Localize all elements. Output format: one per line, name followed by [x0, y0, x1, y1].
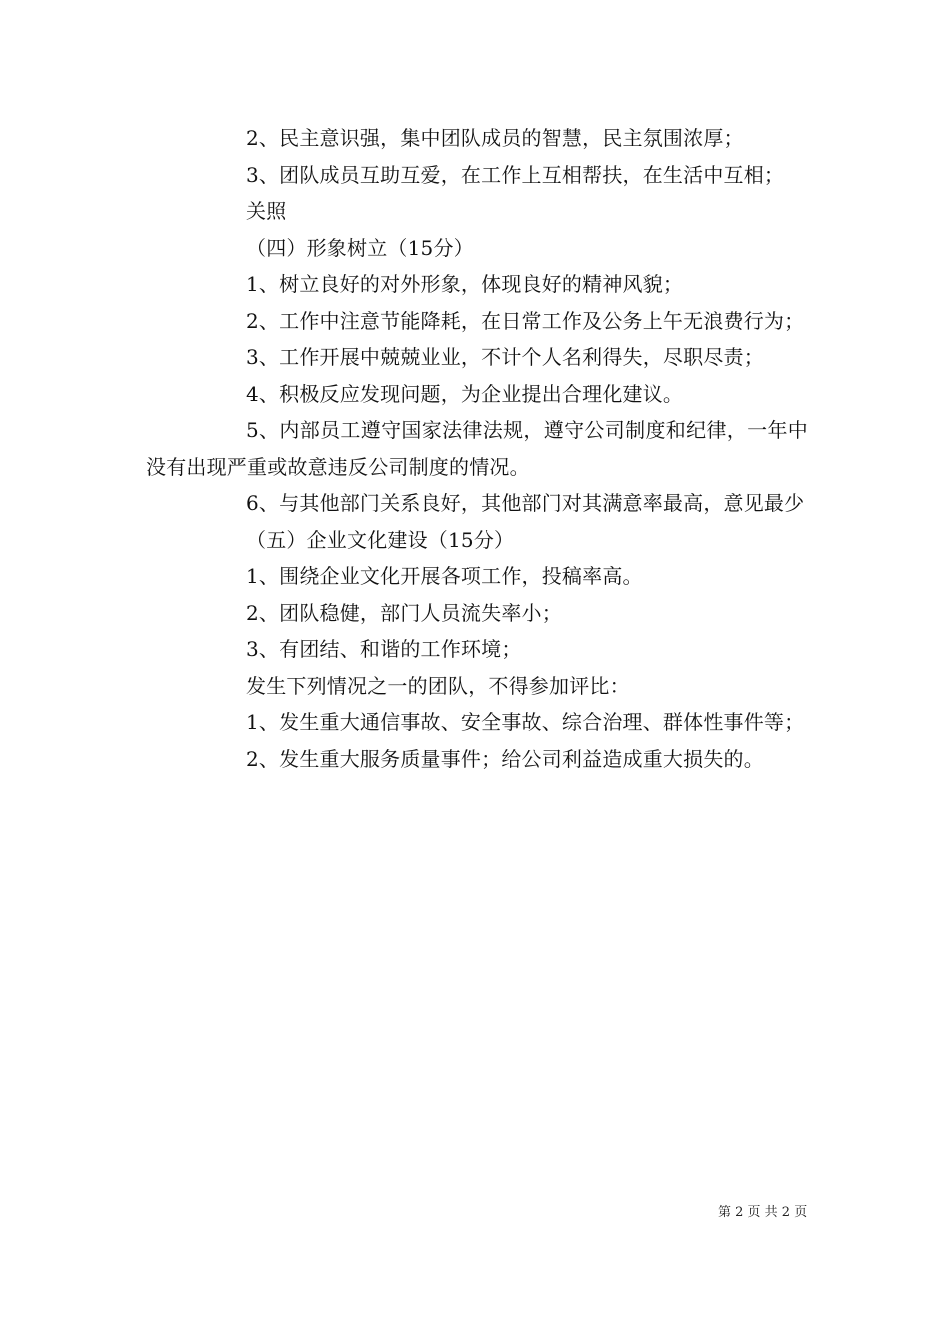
- paragraph: 3、有团结、和谐的工作环境；: [246, 637, 522, 661]
- paragraph: 2、团队稳健，部门人员流失率小；: [246, 600, 562, 625]
- paragraph: 6、与其他部门关系良好，其他部门对其满意率最高，意见最少: [246, 491, 805, 515]
- paragraph: 2、工作中注意节能降耗，在日常工作及公务上午无浪费行为；: [246, 308, 805, 333]
- section-heading: （四）形象树立（15分）: [246, 235, 474, 260]
- paragraph: 2、民主意识强，集中团队成员的智慧，民主氛围浓厚；: [246, 126, 744, 150]
- paragraph: 5、内部员工遵守国家法律法规，遵守公司制度和纪律，一年中没有出现严重或故意违反公司制度的情况。: [146, 418, 808, 479]
- paragraph: 关照: [246, 199, 287, 223]
- paragraph: 2、发生重大服务质量事件；给公司利益造成重大损失的。: [246, 746, 764, 771]
- paragraph: 1、发生重大通信事故、安全事故、综合治理、群体性事件等；: [246, 710, 805, 734]
- page-number-footer: 第 2 页 共 2 页: [718, 1205, 808, 1220]
- paragraph: 4、积极反应发现问题，为企业提出合理化建议。: [246, 381, 684, 406]
- section-heading: （五）企业文化建设（15分）: [246, 527, 515, 552]
- paragraph: 3、团队成员互助互爱，在工作上互相帮扶，在生活中互相；: [246, 162, 785, 187]
- paragraph: 1、树立良好的对外形象，体现良好的精神风貌；: [246, 272, 684, 296]
- paragraph: 发生下列情况之一的团队，不得参加评比：: [246, 673, 630, 698]
- paragraph: 1、围绕企业文化开展各项工作，投稿率高。: [246, 564, 643, 588]
- document-body: [146, 120, 808, 777]
- paragraph: 3、工作开展中兢兢业业，不计个人名利得失，尽职尽责；: [246, 345, 764, 369]
